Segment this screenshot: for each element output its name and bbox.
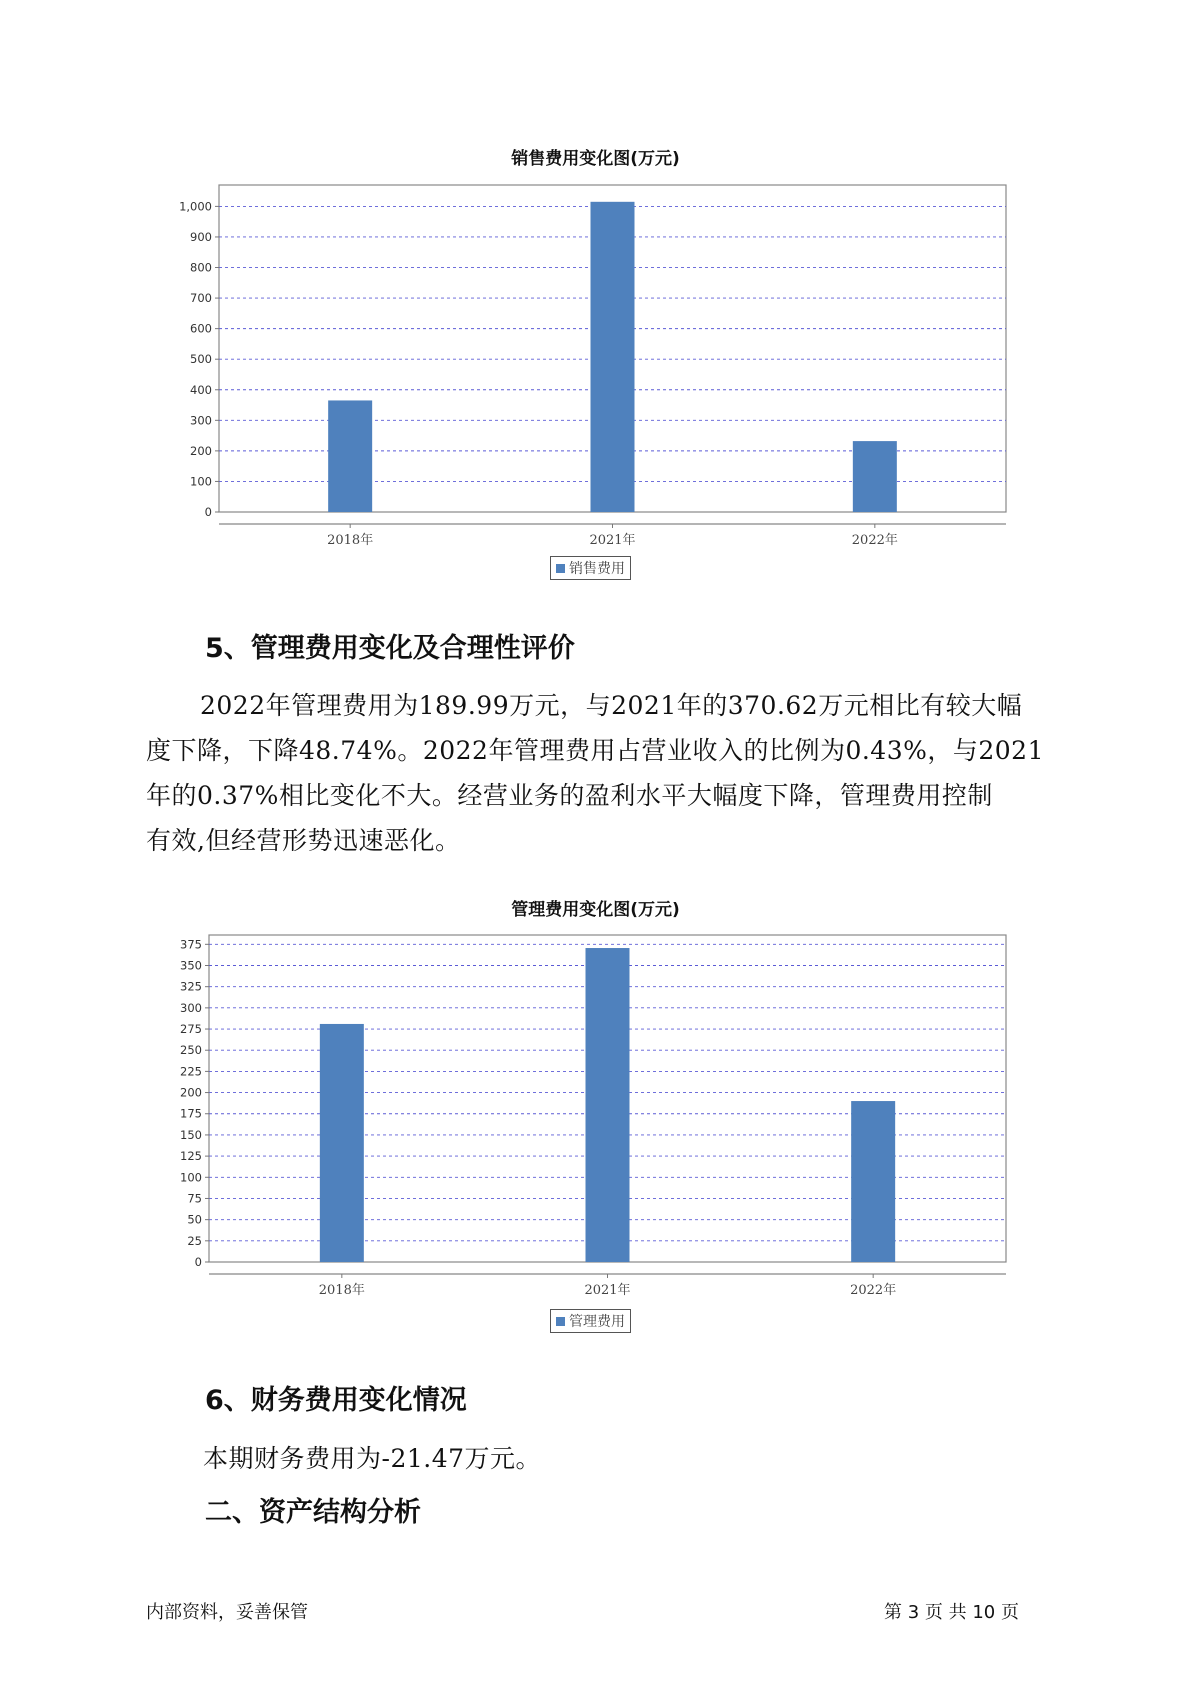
bar bbox=[320, 1024, 364, 1262]
y-tick-label: 0 bbox=[204, 505, 212, 519]
y-tick-label: 400 bbox=[190, 382, 212, 397]
section-heading: 二、资产结构分析 bbox=[205, 1497, 421, 1528]
section-heading: 5、管理费用变化及合理性评价 bbox=[205, 633, 575, 664]
y-tick-label: 275 bbox=[180, 1022, 202, 1037]
y-tick-label: 250 bbox=[180, 1043, 202, 1058]
y-tick-label: 150 bbox=[180, 1127, 202, 1142]
legend-label: 管理费用 bbox=[569, 1314, 625, 1330]
footer-confidential-note: 内部资料，妥善保管 bbox=[146, 1602, 308, 1623]
bar bbox=[851, 1101, 895, 1262]
y-tick-label: 100 bbox=[180, 1170, 202, 1185]
y-tick-label: 100 bbox=[190, 474, 212, 489]
y-tick-label: 700 bbox=[190, 291, 212, 306]
paragraph-line: 本期财务费用为-21.47万元。 bbox=[203, 1444, 542, 1473]
x-tick-label: 2018年 bbox=[327, 533, 374, 548]
legend-label: 销售费用 bbox=[569, 561, 625, 577]
y-tick-label: 225 bbox=[180, 1064, 202, 1079]
bar bbox=[586, 948, 630, 1262]
y-tick-label: 800 bbox=[190, 260, 212, 275]
y-tick-label: 325 bbox=[180, 979, 202, 994]
y-tick-label: 1,000 bbox=[179, 199, 212, 214]
y-tick-label: 125 bbox=[180, 1149, 202, 1164]
y-tick-label: 0 bbox=[194, 1255, 202, 1269]
paragraph-line: 年的0.37%相比变化不大。经营业务的盈利水平大幅度下降，管理费用控制 bbox=[146, 781, 993, 810]
x-tick-label: 2021年 bbox=[584, 1283, 631, 1298]
footer-page-number: 第 3 页 共 10 页 bbox=[884, 1602, 1019, 1623]
chart-legend bbox=[550, 1309, 631, 1333]
y-tick-label: 900 bbox=[190, 229, 212, 244]
x-tick-label: 2018年 bbox=[318, 1283, 365, 1298]
y-tick-label: 300 bbox=[190, 413, 212, 428]
y-tick-label: 300 bbox=[180, 1000, 202, 1015]
paragraph-line: 2022年管理费用为189.99万元，与2021年的370.62万元相比有较大幅 bbox=[200, 691, 1023, 720]
y-tick-label: 375 bbox=[180, 937, 202, 952]
y-tick-label: 175 bbox=[180, 1106, 202, 1121]
x-tick-label: 2021年 bbox=[589, 533, 636, 548]
legend-swatch bbox=[556, 1317, 565, 1326]
chart-title: 管理费用变化图(万元) bbox=[511, 900, 680, 920]
chart-title: 销售费用变化图(万元) bbox=[511, 149, 680, 169]
y-tick-label: 600 bbox=[190, 321, 212, 336]
y-tick-label: 50 bbox=[187, 1212, 202, 1227]
y-tick-label: 200 bbox=[180, 1085, 202, 1100]
y-tick-label: 350 bbox=[180, 958, 202, 973]
x-tick-label: 2022年 bbox=[850, 1283, 897, 1298]
paragraph-line: 有效,但经营形势迅速恶化。 bbox=[146, 826, 461, 855]
y-tick-label: 25 bbox=[187, 1233, 202, 1248]
paragraph-line: 度下降，下降48.74%。2022年管理费用占营业收入的比例为0.43%，与2021 bbox=[146, 736, 1044, 765]
y-tick-label: 200 bbox=[190, 443, 212, 458]
y-tick-label: 75 bbox=[187, 1191, 202, 1206]
y-tick-label: 500 bbox=[190, 352, 212, 367]
section-heading: 6、财务费用变化情况 bbox=[205, 1385, 467, 1416]
x-tick-label: 2022年 bbox=[851, 533, 898, 548]
